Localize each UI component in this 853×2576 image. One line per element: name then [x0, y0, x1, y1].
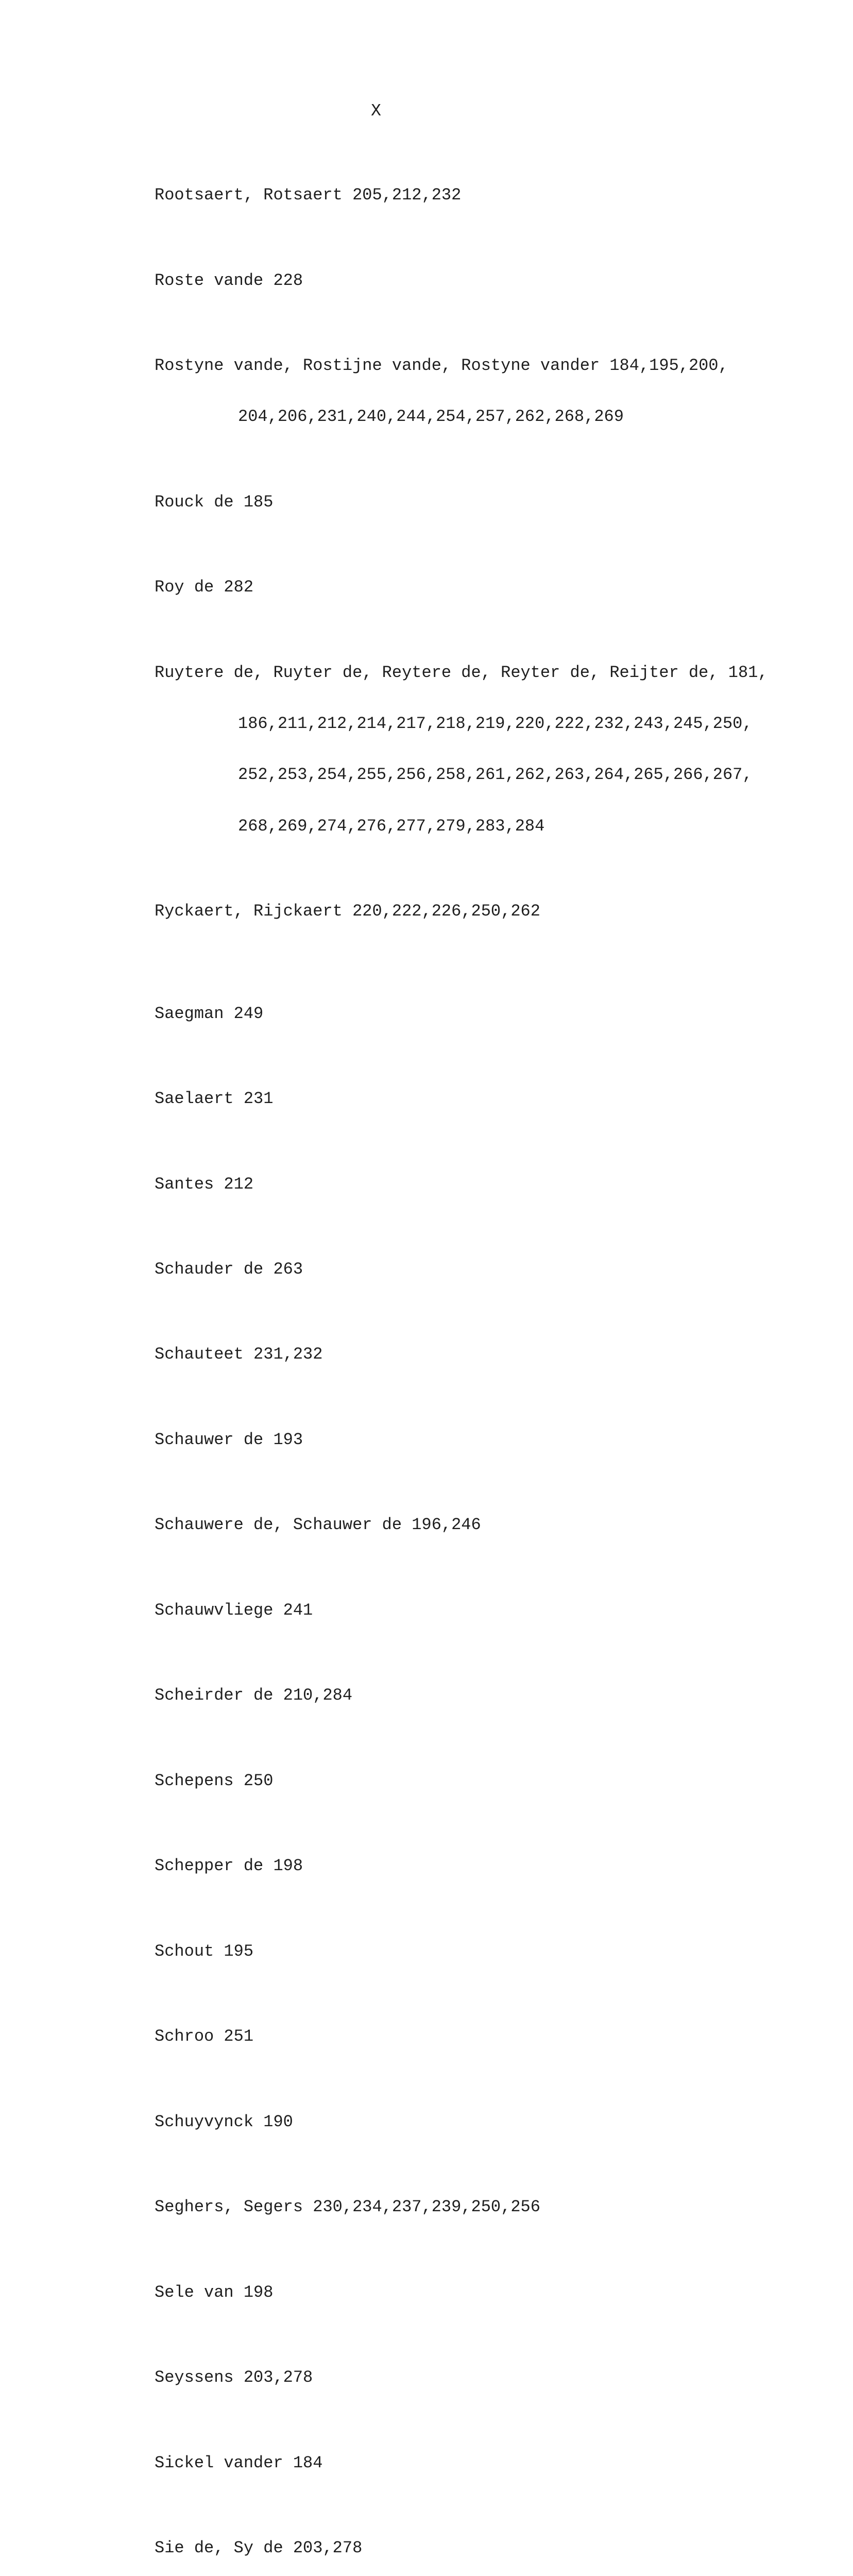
index-entry — [155, 630, 824, 869]
index-entry — [155, 1312, 824, 1397]
index-entry — [155, 2335, 824, 2420]
entry-line: Ruytere de, Ruyter de, Reytere de, Reyter de, Reijter de, 181, — [155, 663, 768, 682]
entry-line: Schepper de 198 — [155, 1856, 303, 1876]
entry-line: Santes 212 — [155, 1174, 254, 1194]
entry-line: Schauteet 231,232 — [155, 1345, 323, 1364]
index-entry — [155, 2079, 824, 2164]
index-entry — [155, 460, 824, 545]
index-entry — [155, 1738, 824, 1823]
index-entry — [155, 1823, 824, 1908]
entry-line: Ryckaert, Rijckaert 220,222,226,250,262 — [155, 902, 540, 921]
entry-line: Rouck de 185 — [155, 492, 274, 512]
entry-line: Rostyne vande, Rostijne vande, Rostyne vander 184,195,200, — [155, 356, 728, 376]
index-entry — [155, 152, 824, 238]
index-entry — [155, 1482, 824, 1567]
name-index — [155, 152, 824, 2576]
index-entry — [155, 2164, 824, 2249]
index-entry — [155, 869, 824, 954]
index-entry — [155, 238, 824, 323]
index-entry — [155, 971, 824, 1056]
index-entry — [155, 1909, 824, 1994]
entry-line: Schuyvynck 190 — [155, 2112, 293, 2131]
entry-line: Scheirder de 210,284 — [155, 1686, 353, 1705]
index-entry — [155, 1141, 824, 1226]
entry-line: Seghers, Segers 230,234,237,239,250,256 — [155, 2197, 540, 2217]
index-entry — [155, 545, 824, 630]
index-entry — [155, 2249, 824, 2334]
entry-line: Roy de 282 — [155, 578, 254, 597]
entry-line: Schout 195 — [155, 1941, 254, 1961]
entry-line: Schauwer de 193 — [155, 1430, 303, 1449]
entry-line: Sele van 198 — [155, 2282, 274, 2302]
index-entry — [155, 1227, 824, 1312]
section-gap — [155, 954, 824, 971]
entry-line: Schauwvliege 241 — [155, 1600, 313, 1620]
entry-line: Seyssens 203,278 — [155, 2368, 313, 2387]
entry-continuation-line: 268,269,274,276,277,279,283,284 — [238, 816, 545, 836]
index-entry — [155, 2420, 824, 2505]
entry-continuation-line: 186,211,212,214,217,218,219,220,222,232,243,245,250, — [238, 714, 753, 734]
page-number: X — [371, 101, 381, 121]
entry-line: Sickel vander 184 — [155, 2453, 323, 2472]
entry-line: Rootsaert, Rotsaert 205,212,232 — [155, 185, 462, 205]
index-entry — [155, 1397, 824, 1482]
entry-line: Schroo 251 — [155, 2027, 254, 2046]
index-entry — [155, 2505, 824, 2576]
entry-line: Schauder de 263 — [155, 1260, 303, 1279]
entry-continuation-line: 252,253,254,255,256,258,261,262,263,264,265,266,267, — [238, 765, 753, 785]
index-entry — [155, 323, 824, 460]
entry-line: Saelaert 231 — [155, 1089, 274, 1109]
index-entry — [155, 1568, 824, 1653]
entry-line: Roste vande 228 — [155, 270, 303, 290]
entry-line: Saegman 249 — [155, 1004, 264, 1023]
entry-line: Schauwere de, Schauwer de 196,246 — [155, 1515, 481, 1535]
entry-continuation-line: 204,206,231,240,244,254,257,262,268,269 — [238, 407, 624, 427]
entry-line: Sie de, Sy de 203,278 — [155, 2538, 363, 2558]
entry-line: Schepens 250 — [155, 1771, 274, 1790]
index-entry — [155, 1056, 824, 1141]
index-entry — [155, 1653, 824, 1738]
index-entry — [155, 1994, 824, 2079]
